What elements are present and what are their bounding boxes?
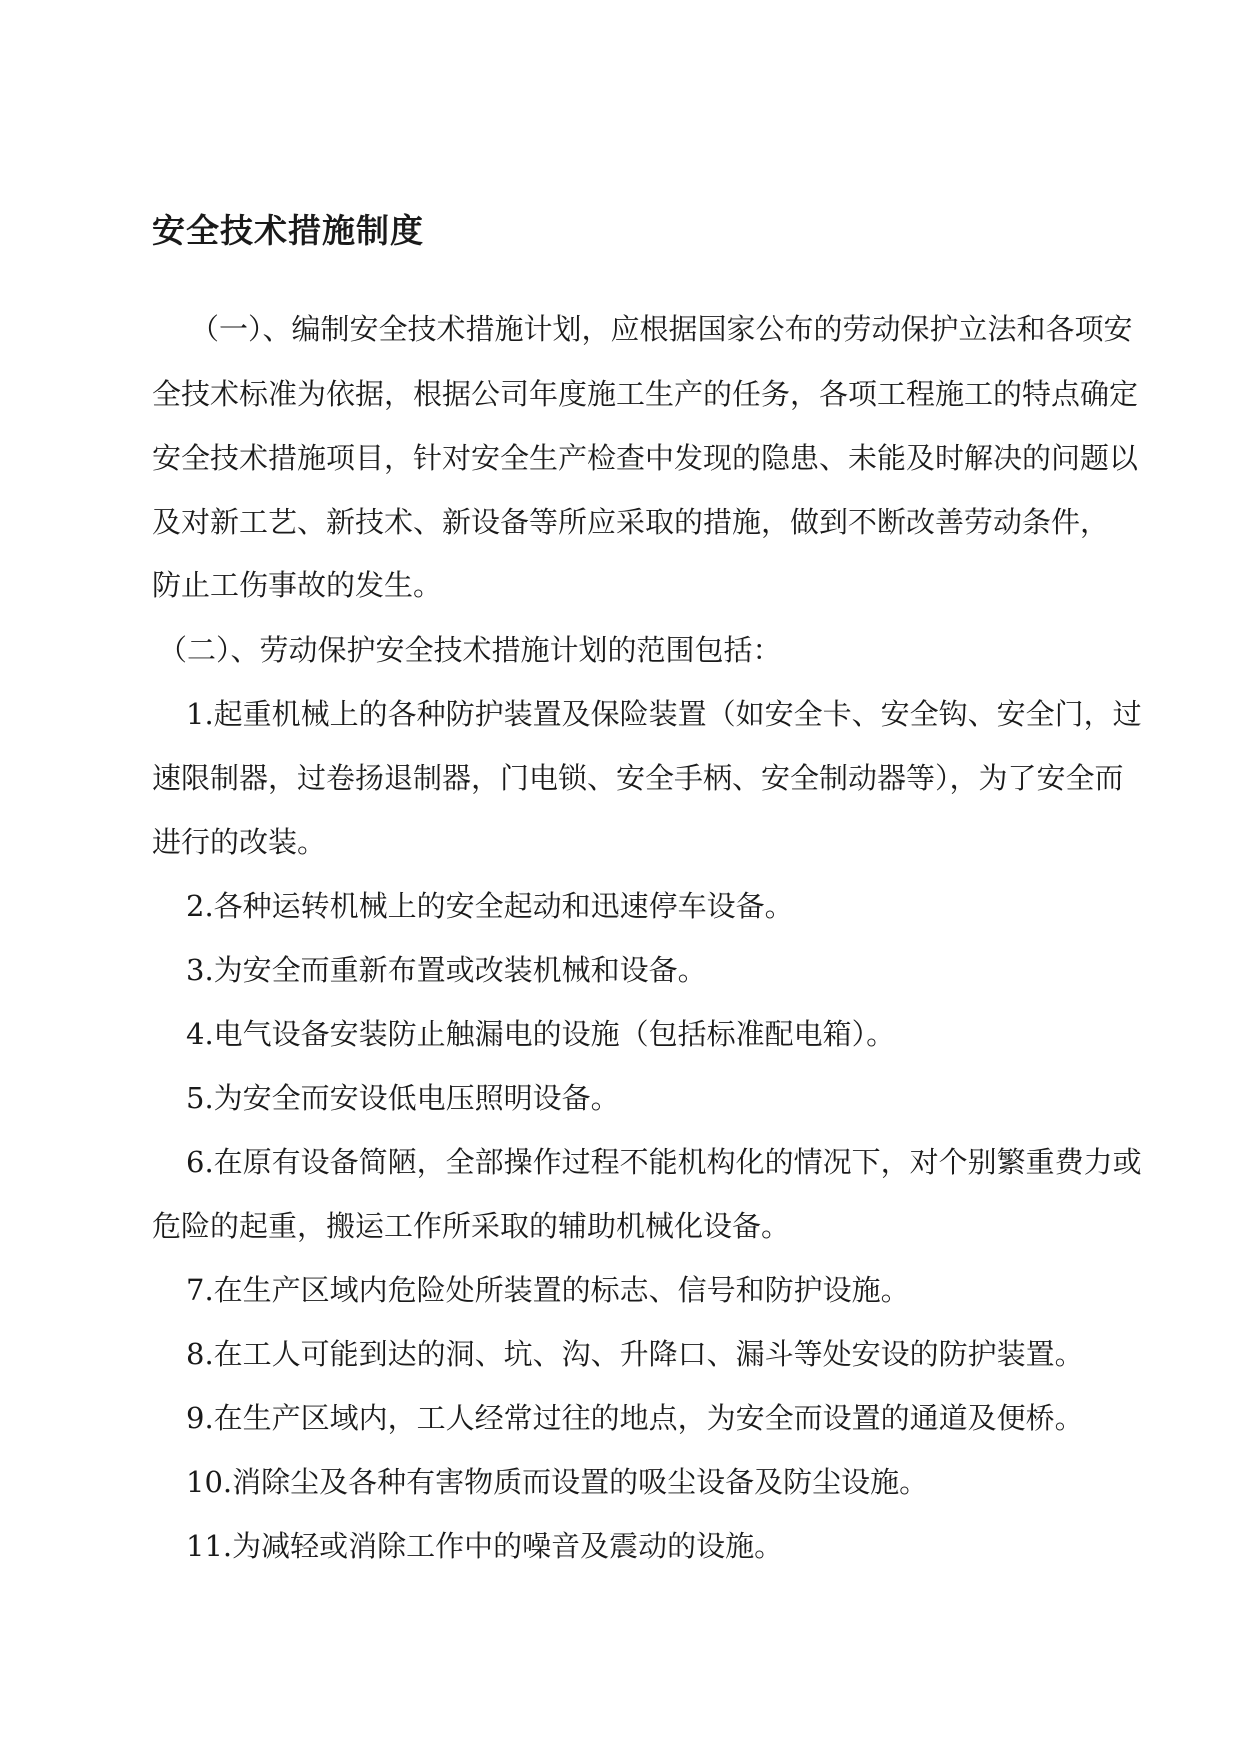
- section2-heading: （二）、劳动保护安全技术措施计划的范围包括：: [158, 633, 782, 667]
- item11: 11.为减轻或消除工作中的噪音及震动的设施。: [186, 1529, 784, 1563]
- item1-line2: 速限制器，过卷扬退制器，门电锁、安全手柄、安全制动器等），为了安全而: [152, 761, 1124, 795]
- item1-line1: 1.起重机械上的各种防护装置及保险装置（如安全卡、安全钩、安全门，过: [186, 697, 1142, 731]
- section1-line3: 安全技术措施项目，针对安全生产检查中发现的隐患、未能及时解决的问题以: [152, 441, 1139, 475]
- section1-line4: 及对新工艺、新技术、新设备等所应采取的措施，做到不断改善劳动条件，: [152, 505, 1110, 539]
- item4: 4.电气设备安装防止触漏电的设施（包括标准配电箱）。: [186, 1017, 896, 1051]
- item1-line3: 进行的改装。: [152, 825, 327, 859]
- item8: 8.在工人可能到达的洞、坑、沟、升降口、漏斗等处安设的防护装置。: [186, 1337, 1084, 1371]
- item7: 7.在生产区域内危险处所装置的标志、信号和防护设施。: [186, 1273, 910, 1307]
- section1-line2: 全技术标准为依据，根据公司年度施工生产的任务，各项工程施工的特点确定: [152, 377, 1139, 411]
- item2: 2.各种运转机械上的安全起动和迅速停车设备。: [186, 889, 794, 923]
- item3: 3.为安全而重新布置或改装机械和设备。: [186, 953, 707, 987]
- page-title: 安全技术措施制度: [152, 211, 424, 250]
- item9: 9.在生产区域内，工人经常过往的地点，为安全而设置的通道及便桥。: [186, 1401, 1084, 1435]
- item10: 10.消除尘及各种有害物质而设置的吸尘设备及防尘设施。: [186, 1465, 929, 1499]
- section1-line5: 防止工伤事故的发生。: [152, 568, 443, 602]
- item6-line1: 6.在原有设备简陋，全部操作过程不能机构化的情况下，对个别繁重费力或: [186, 1145, 1142, 1179]
- item5: 5.为安全而安设低电压照明设备。: [186, 1081, 620, 1115]
- section1-line1: （一）、编制安全技术措施计划，应根据国家公布的劳动保护立法和各项安: [190, 312, 1133, 346]
- item6-line2: 危险的起重，搬运工作所采取的辅助机械化设备。: [152, 1209, 791, 1243]
